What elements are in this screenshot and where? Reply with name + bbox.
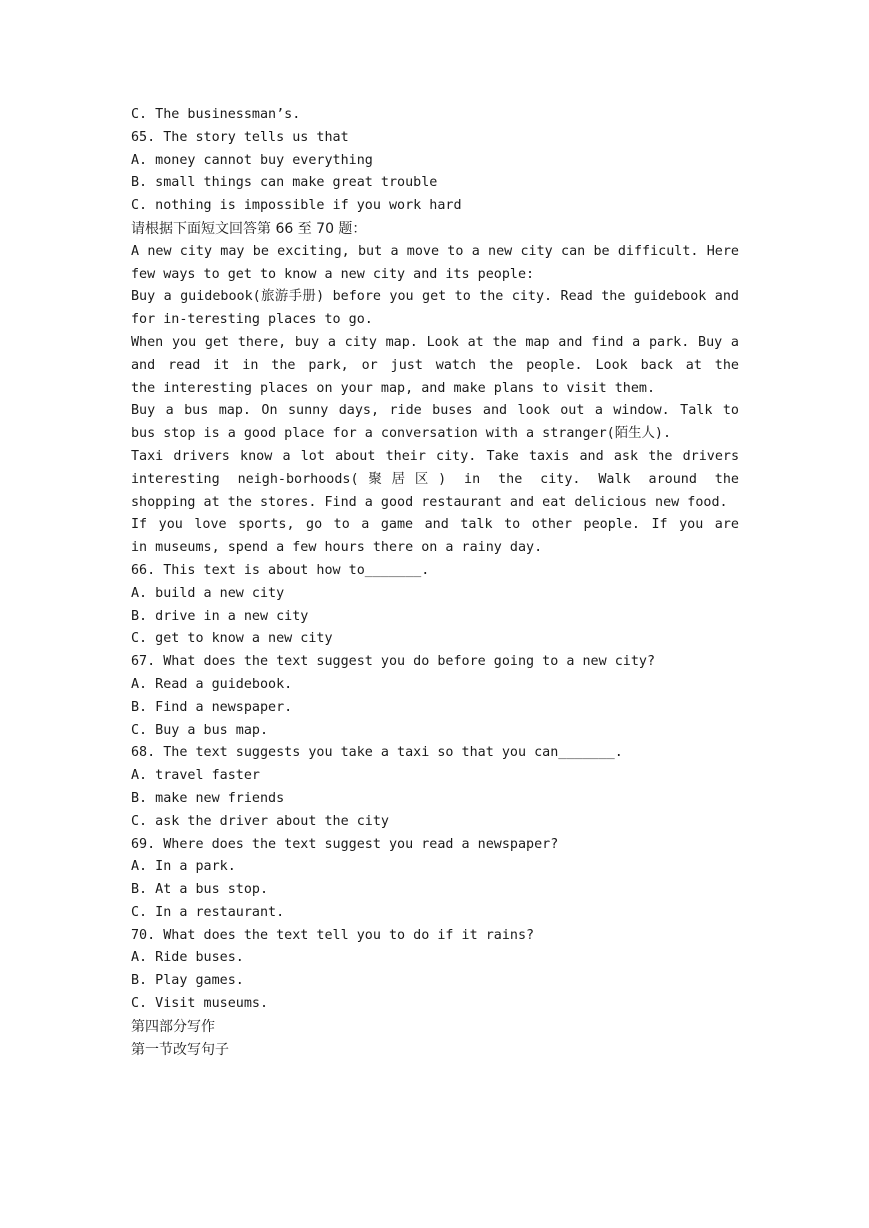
passage-line: Buy a bus map. On sunny days, ride buses and look out a window. Talk to xyxy=(131,403,739,419)
passage-line: If you love sports, go to a game and talk to other people. If you are xyxy=(131,517,739,533)
passage-line: When you get there, buy a city map. Look at the map and find a park. Buy a xyxy=(131,334,739,350)
option-a: A. money cannot buy everything xyxy=(131,152,373,168)
option-c: C. ask the driver about the city xyxy=(131,813,389,829)
passage-line: for in-teresting places to go. xyxy=(131,312,373,328)
option-c-answer: C. The businessman’s. xyxy=(131,107,301,122)
option-c: C. Buy a bus map. xyxy=(131,722,269,738)
section-instruction: 请根据下面短文回答第 66 至 70 题： xyxy=(131,220,367,237)
passage-line: interesting neigh-borhoods(聚居区) in the city. Walk around the xyxy=(131,471,739,487)
part-four-heading: 第四部分写作 xyxy=(131,1018,215,1035)
option-a: A. In a park. xyxy=(131,859,236,875)
option-b: B. Play games. xyxy=(131,973,244,989)
question-70: 70. What does the text tell you to do if it rains? xyxy=(131,927,535,943)
passage-line: and read it in the park, or just watch the people. Look back at the xyxy=(131,357,739,373)
option-a: A. Ride buses. xyxy=(131,950,244,966)
document-page xyxy=(131,104,739,1061)
passage-line: Taxi drivers know a lot about their city. Take taxis and ask the drivers xyxy=(131,448,739,464)
option-a: A. build a new city xyxy=(131,585,285,601)
option-b: B. make new friends xyxy=(131,790,285,806)
question-67: 67. What does the text suggest you do before going to a new city? xyxy=(131,654,656,670)
option-b: B. At a bus stop. xyxy=(131,882,269,898)
question-65: 65. The story tells us that xyxy=(131,129,349,145)
option-b: B. Find a newspaper. xyxy=(131,699,293,715)
question-69: 69. Where does the text suggest you read a newspaper? xyxy=(131,836,559,852)
section-one-heading: 第一节改写句子 xyxy=(131,1041,229,1058)
question-68: 68. The text suggests you take a taxi so that you can_______. xyxy=(131,745,623,761)
option-b: B. small things can make great trouble xyxy=(131,175,438,191)
option-a: A. Read a guidebook. xyxy=(131,676,293,692)
option-c: C. In a restaurant. xyxy=(131,904,285,920)
option-c: C. Visit museums. xyxy=(131,996,269,1012)
passage-line: in museums, spend a few hours there on a rainy day. xyxy=(131,540,543,556)
passage-line: few ways to get to know a new city and its people: xyxy=(131,266,535,282)
option-b: B. drive in a new city xyxy=(131,608,309,624)
question-66: 66. This text is about how to_______. xyxy=(131,562,430,578)
option-c: C. nothing is impossible if you work hard xyxy=(131,198,462,214)
option-c: C. get to know a new city xyxy=(131,631,333,647)
passage-line: A new city may be exciting, but a move to a new city can be difficult. Here xyxy=(131,243,739,259)
passage-line: Buy a guidebook(旅游手册) before you get to the city. Read the guidebook and xyxy=(131,289,739,305)
passage-line: bus stop is a good place for a conversation with a stranger(陌生人). xyxy=(131,426,672,442)
option-a: A. travel faster xyxy=(131,768,260,784)
passage-line: the interesting places on your map, and make plans to visit them. xyxy=(131,380,656,396)
passage-line: shopping at the stores. Find a good restaurant and eat delicious new food. xyxy=(131,494,728,510)
